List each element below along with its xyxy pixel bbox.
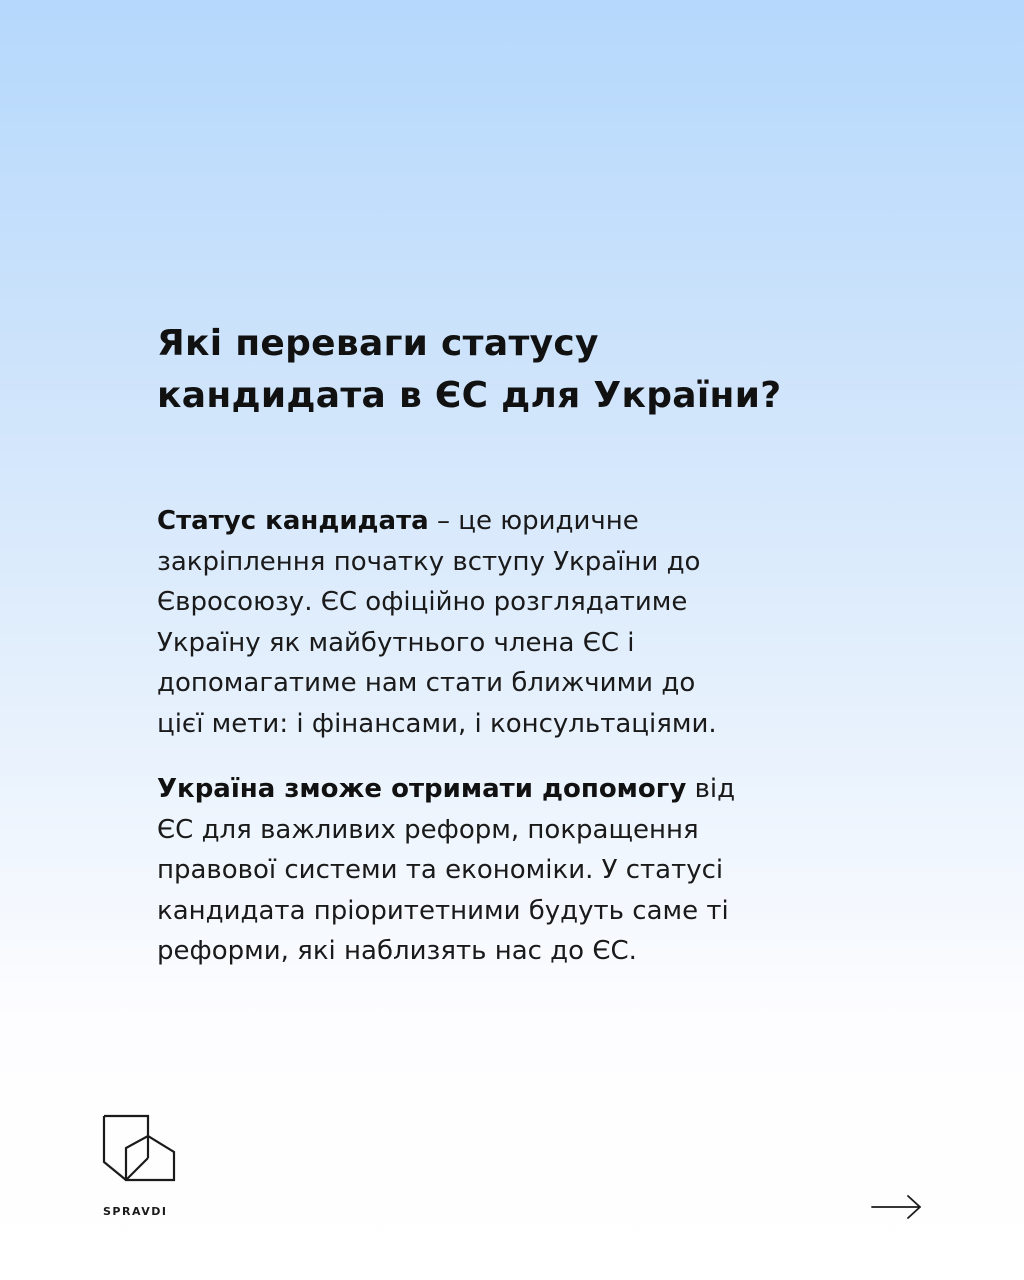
title-line-1: Які переваги статусу [157,323,599,364]
page-title [157,318,877,422]
paragraph-line: Україну як майбутнього члена ЄС і [157,627,635,658]
paragraph-line: ЄС для важливих реформ, покращення [157,814,699,845]
paragraph-text: – це юридичне [428,506,639,536]
paragraph-line: закріплення початку вступу України до [157,546,701,577]
paragraph-line: кандидата пріоритетними будуть саме ті [157,895,729,926]
paragraph-candidate-status [157,501,897,744]
paragraph-line [157,769,897,810]
bold-lead: Україна зможе отримати допомогу [157,774,687,804]
title-line-2: кандидата в ЄС для України? [157,375,782,416]
paragraph-text: від [686,774,736,804]
paragraph-line [157,501,897,542]
paragraph-line: Євросоюзу. ЄС офіційно розглядатиме [157,587,688,617]
paragraph-line: цієї мети: і фінансами, і консультаціями. [157,708,717,739]
bold-lead: Статус кандидата [157,506,429,536]
paragraph-line: реформи, які наблизять нас до ЄС. [157,936,637,966]
arrow-right-icon[interactable] [870,1190,924,1224]
paragraph-line: правової системи та економіки. У статусі [157,855,724,885]
paragraph-line: допомагатиме нам стати ближчими до [157,668,696,698]
logo-text: SPRAVDI [103,1205,168,1218]
paragraph-eu-help [157,769,897,972]
